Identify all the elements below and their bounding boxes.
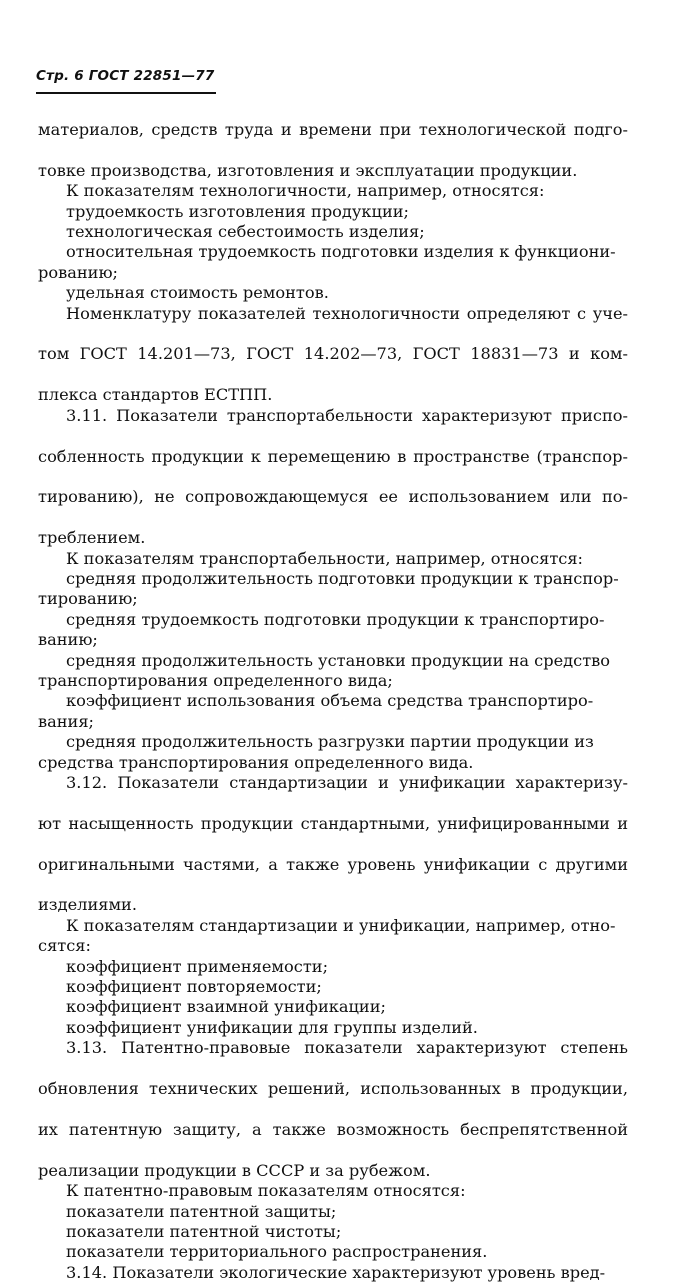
- paragraph: [38, 753, 628, 773]
- text-line: том ГОСТ 14.201—73, ГОСТ 14.202—73, ГОСТ 18831—73 и ком-: [38, 344, 628, 364]
- paragraph: [38, 1181, 628, 1201]
- text-line: К показателям технологичности, например, относятся:: [66, 181, 545, 201]
- paragraph: [38, 263, 628, 283]
- list-item: [38, 202, 628, 222]
- text-line: трудоемкость изготовления продукции;: [66, 201, 409, 221]
- paragraph: [38, 630, 628, 650]
- text-line: показатели патентной чистоты;: [66, 1221, 342, 1241]
- list-item: [38, 610, 628, 630]
- text-line: Номенклатуру показателей технологичности определяют с уче-: [66, 303, 628, 323]
- text-line: показатели территориального распространения.: [66, 1242, 488, 1262]
- text-line: собленность продукции к перемещению в пространстве (транспор-: [38, 446, 628, 466]
- list-item: [38, 997, 628, 1017]
- text-line: средняя продолжительность разгрузки партии продукции из: [66, 732, 594, 752]
- text-line: коэффициент унификации для группы изделий.: [66, 1017, 478, 1037]
- text-line: удельная стоимость ремонтов.: [66, 283, 329, 303]
- text-line: оригинальными частями, а также уровень унификации с другими: [38, 854, 628, 874]
- text-line: тированию), не сопровождающемуся ее использованием или по-: [38, 487, 628, 507]
- list-item: [38, 222, 628, 242]
- paragraph: [38, 671, 628, 691]
- text-line: 3.12. Показатели стандартизации и унификации характеризу-: [66, 773, 628, 792]
- text-line: 3.11. Показатели транспортабельности характеризуют приспо-: [66, 405, 628, 425]
- text-line: средства транспортирования определенного вида.: [38, 752, 474, 772]
- paragraph: [38, 120, 628, 181]
- header-rule: [36, 92, 216, 94]
- text-line: коэффициент использования объема средства транспортиро-: [66, 691, 594, 711]
- text-line: ют насыщенность продукции стандартными, унифицированными и: [38, 813, 628, 833]
- paragraph: [38, 589, 628, 609]
- paragraph: [38, 406, 628, 549]
- list-item: [38, 691, 628, 711]
- paragraph: [38, 712, 628, 732]
- paragraph: [38, 181, 628, 201]
- text-line: транспортирования определенного вида;: [38, 670, 393, 690]
- text-line: К показателям стандартизации и унификации, например, отно-: [66, 915, 616, 935]
- paragraph: [38, 1263, 628, 1283]
- list-item: [38, 957, 628, 977]
- text-line: тированию;: [38, 589, 138, 609]
- paragraph: [38, 304, 628, 406]
- list-item: [38, 242, 628, 262]
- text-line: материалов, средств труда и времени при технологической подго-: [38, 120, 628, 139]
- text-line: показатели патентной защиты;: [66, 1201, 337, 1221]
- text-line: реализации продукции в СССР и за рубежом.: [38, 1160, 431, 1180]
- text-line: изделиями.: [38, 895, 137, 915]
- text-line: 3.13. Патентно-правовые показатели характеризуют степень: [66, 1038, 628, 1058]
- text-line: К показателям транспортабельности, например, относятся:: [66, 548, 584, 568]
- text-line: вания;: [38, 711, 95, 731]
- text-line: обновления технических решений, использованных в продукции,: [38, 1079, 628, 1099]
- paragraph: [38, 936, 628, 956]
- list-item: [38, 732, 628, 752]
- text-line: ванию;: [38, 630, 98, 650]
- text-line: технологическая себестоимость изделия;: [66, 222, 425, 242]
- list-item: [38, 283, 628, 303]
- text-line: К патентно-правовым показателям относятся:: [66, 1181, 466, 1201]
- text-line: сятся:: [38, 936, 91, 956]
- text-line: рованию;: [38, 262, 118, 282]
- text-line: 3.14. Показатели экологические характеризуют уровень вред-: [66, 1262, 606, 1282]
- paragraph: [38, 916, 628, 936]
- page-header: Стр. 6 ГОСТ 22851—77: [36, 68, 215, 84]
- text-line: средняя продолжительность подготовки продукции к транспор-: [66, 568, 619, 588]
- text-line: их патентную защиту, а также возможность беспрепятственной: [38, 1119, 628, 1139]
- list-item: [38, 1242, 628, 1262]
- text-line: коэффициент взаимной унификации;: [66, 997, 386, 1017]
- list-item: [38, 977, 628, 997]
- text-line: товке производства, изготовления и эксплуатации продукции.: [38, 160, 578, 180]
- text-line: коэффициент повторяемости;: [66, 977, 322, 997]
- text-line: относительная трудоемкость подготовки изделия к функциони-: [66, 242, 616, 262]
- list-item: [38, 1018, 628, 1038]
- list-item: [38, 651, 628, 671]
- paragraph: [38, 773, 628, 916]
- text-line: средняя продолжительность установки продукции на средство: [66, 650, 611, 670]
- list-item: [38, 1202, 628, 1222]
- list-item: [38, 1222, 628, 1242]
- text-line: плекса стандартов ЕСТПП.: [38, 385, 273, 405]
- body-text: [38, 120, 628, 1283]
- text-line: треблением.: [38, 528, 146, 548]
- text-line: коэффициент применяемости;: [66, 956, 329, 976]
- text-line: средняя трудоемкость подготовки продукции к транспортиро-: [66, 609, 605, 629]
- paragraph: [38, 549, 628, 569]
- list-item: [38, 569, 628, 589]
